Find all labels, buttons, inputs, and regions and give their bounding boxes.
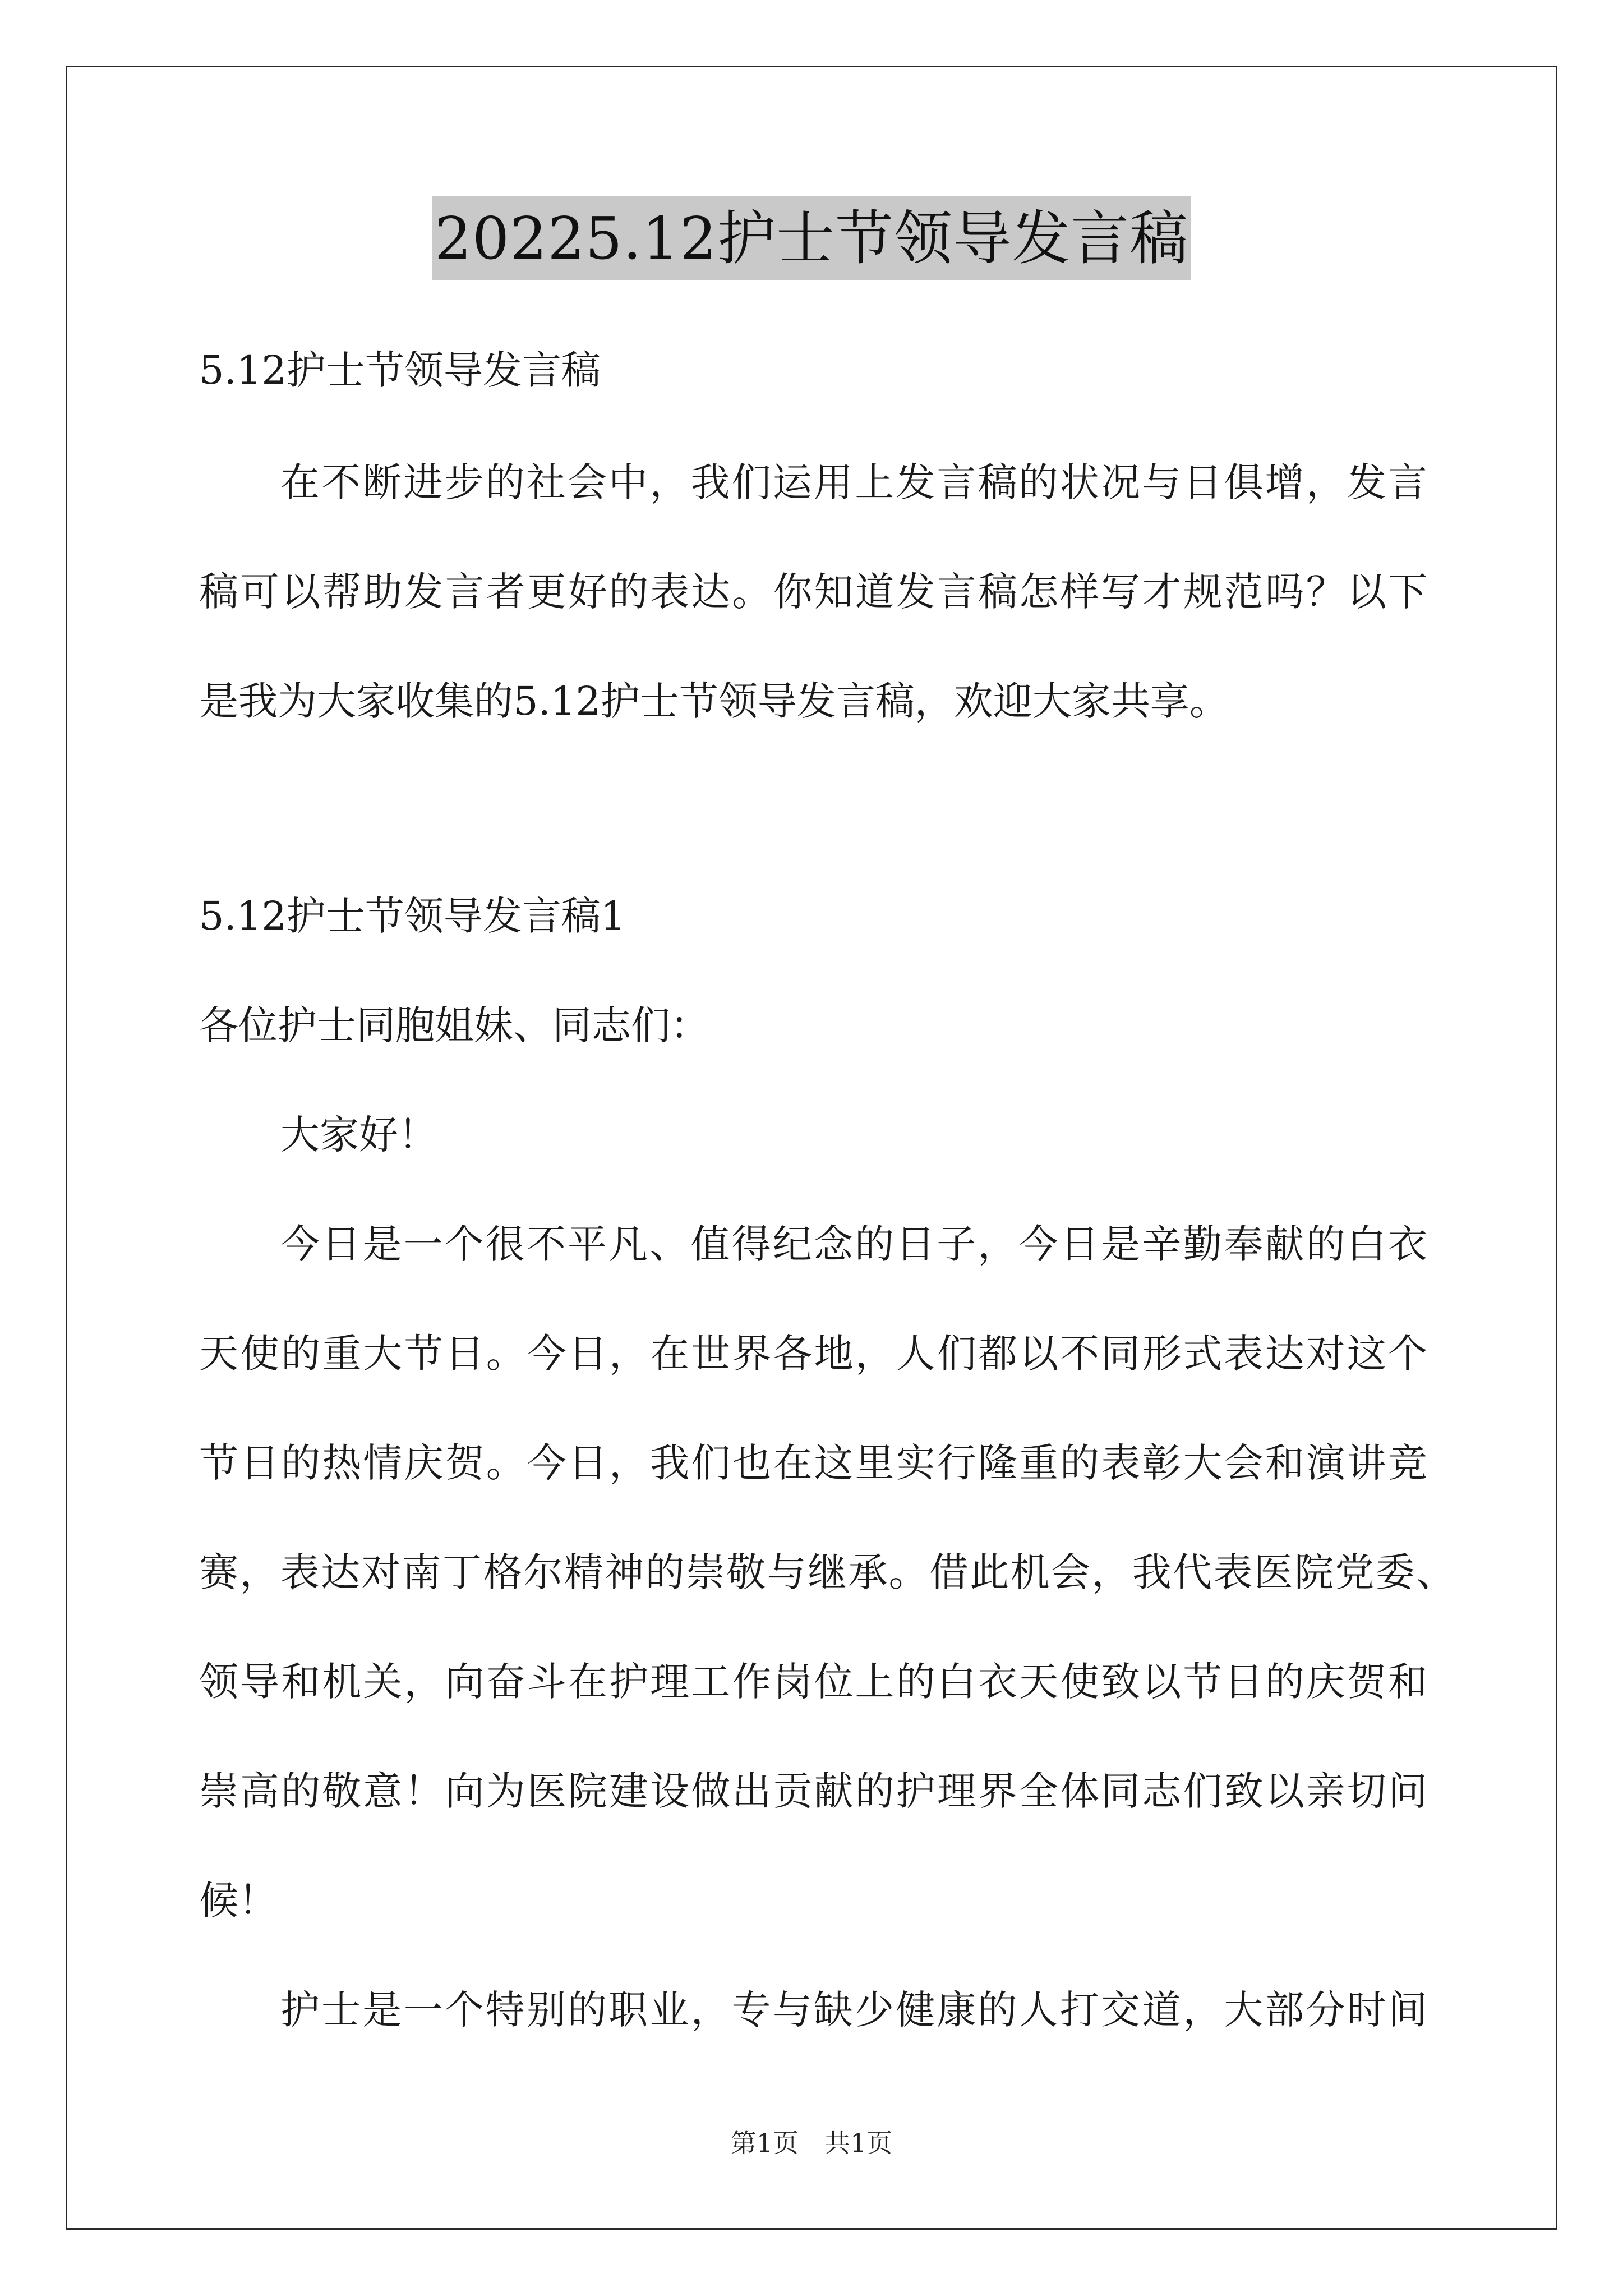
paragraph1-line-7: 候！ bbox=[199, 1878, 278, 1924]
paragraph1-line-1: 今日是一个很不平凡、值得纪念的日子，今日是辛勤奉献的白衣 bbox=[280, 1221, 1427, 1267]
page-footer: 第1页 共1页 bbox=[730, 2128, 893, 2158]
section-heading: 5.12护士节领导发言稿1 bbox=[199, 893, 626, 939]
paragraph1-line-5: 领导和机关，向奋斗在护理工作岗位上的白衣天使致以节日的庆贺和 bbox=[199, 1659, 1427, 1705]
paragraph1-line-2: 天使的重大节日。今日，在世界各地，人们都以不同形式表达对这个 bbox=[199, 1331, 1427, 1377]
paragraph1-line-6: 崇高的敬意！向为医院建设做出贡献的护理界全体同志们致以亲切问 bbox=[199, 1768, 1427, 1814]
greeting: 大家好！ bbox=[280, 1112, 437, 1158]
paragraph1-line-3: 节日的热情庆贺。今日，我们也在这里实行隆重的表彰大会和演讲竞 bbox=[199, 1440, 1427, 1486]
subtitle: 5.12护士节领导发言稿 bbox=[199, 347, 601, 393]
paragraph2-line-1: 护士是一个特别的职业，专与缺少健康的人打交道，大部分时间 bbox=[280, 1987, 1427, 2033]
intro-line-2: 稿可以帮助发言者更好的表达。你知道发言稿怎样写才规范吗？以下 bbox=[199, 569, 1427, 615]
intro-line-1: 在不断进步的社会中，我们运用上发言稿的状况与日俱增，发言 bbox=[280, 459, 1427, 505]
salutation: 各位护士同胞姐妹、同志们： bbox=[199, 1002, 709, 1048]
paragraph1-line-4: 赛，表达对南丁格尔精神的崇敬与继承。借此机会，我代表医院党委、 bbox=[199, 1549, 1455, 1595]
document-title: 20225.12护士节领导发言稿 bbox=[432, 196, 1191, 280]
intro-line-3: 是我为大家收集的5.12护士节领导发言稿，欢迎大家共享。 bbox=[199, 678, 1229, 724]
title-container bbox=[0, 196, 1623, 280]
